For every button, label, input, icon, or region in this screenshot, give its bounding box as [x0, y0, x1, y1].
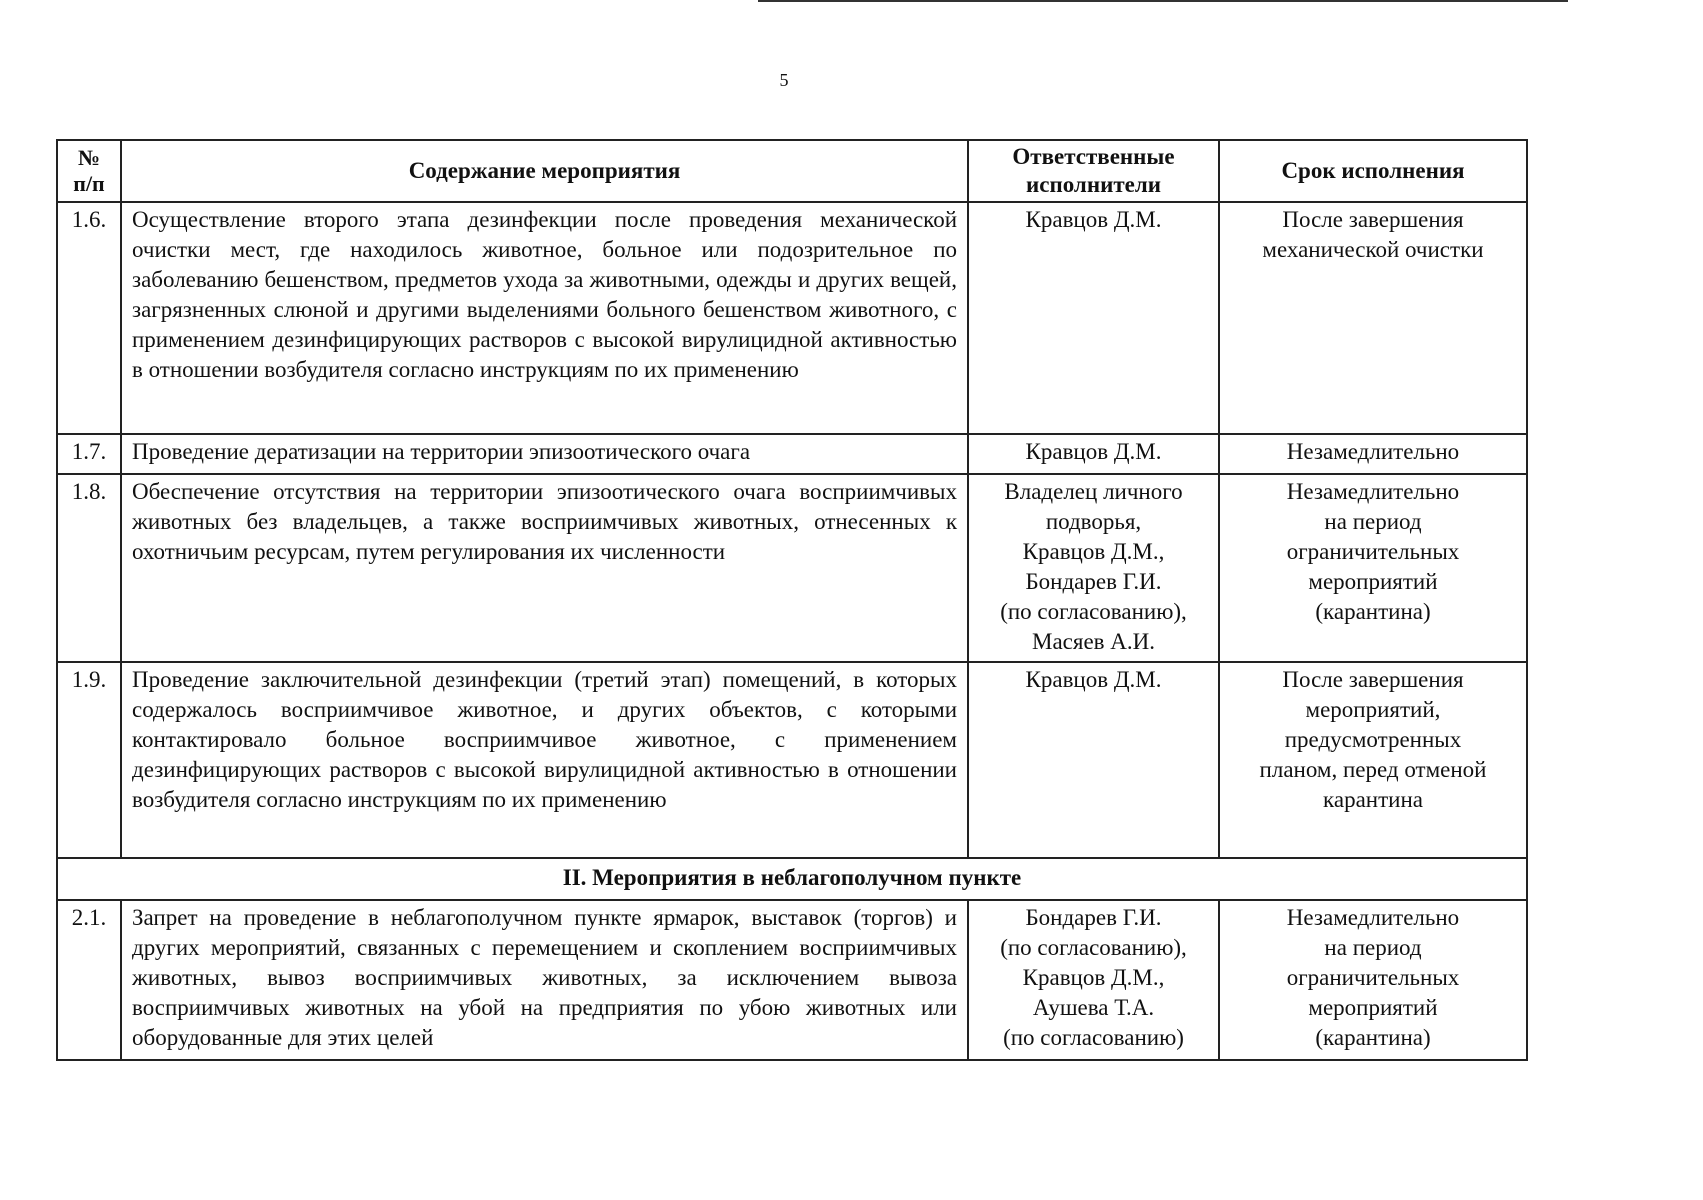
row-term: После завершения механической очистки — [1219, 202, 1527, 434]
row-content: Осуществление второго этапа дезинфекции после проведения механической очистки мест, где находилось животное, больное или подозрительное по заболеванию бешенством, предметов ухода за животными, одежды и других вещей, загрязненных слюной и другими выделениями больного бешенством животного, с применением дезинфицирующих растворов с высокой вирулицидной активностью в отношении возбудителя согласно инструкциям по их применению — [121, 202, 968, 434]
measures-table — [56, 139, 1528, 1061]
table-row — [57, 434, 1527, 474]
row-responsible: Кравцов Д.М. — [968, 202, 1219, 434]
header-num: № п/п — [57, 140, 121, 202]
row-content: Обеспечение отсутствия на территории эпизоотического очага восприимчивых животных без владельцев, а также восприимчивых животных, отнесенных к охотничьим ресурсам, путем регулирования их численности — [121, 474, 968, 662]
row-term: Незамедлительно на период ограничительных мероприятий (карантина) — [1219, 474, 1527, 662]
header-term: Срок исполнения — [1219, 140, 1527, 202]
row-responsible: Кравцов Д.М. — [968, 662, 1219, 858]
row-num: 1.9. — [57, 662, 121, 858]
section-title: II. Мероприятия в неблагополучном пункте — [57, 858, 1527, 900]
row-num: 2.1. — [57, 900, 121, 1060]
row-term: После завершения мероприятий, предусмотренных планом, перед отменой карантина — [1219, 662, 1527, 858]
table-header-row — [57, 140, 1527, 202]
section-row — [57, 858, 1527, 900]
row-term: Незамедлительно — [1219, 434, 1527, 474]
table-row — [57, 474, 1527, 662]
page-number: 5 — [779, 70, 789, 90]
table-row — [57, 662, 1527, 858]
row-num: 1.7. — [57, 434, 121, 474]
row-term: Незамедлительно на период ограничительных мероприятий (карантина) — [1219, 900, 1527, 1060]
row-content: Проведение дератизации на территории эпизоотического очага — [121, 434, 968, 474]
row-content: Запрет на проведение в неблагополучном пункте ярмарок, выставок (торгов) и других мероприятий, связанных с перемещением и скоплением восприимчивых животных, вывоз восприимчивых животных, за исключением вывоза восприимчивых животных на убой на предприятия по убою животных или оборудованные для этих целей — [121, 900, 968, 1060]
table-row — [57, 900, 1527, 1060]
row-content: Проведение заключительной дезинфекции (третий этап) помещений, в которых содержалось восприимчивое животное, и других объектов, с которыми контактировало больное восприимчивое животное, с применением дезинфицирующих растворов с высокой вирулицидной активностью в отношении возбудителя согласно инструкциям по их применению — [121, 662, 968, 858]
row-responsible: Владелец личного подворья, Кравцов Д.М., Бондарев Г.И. (по согласованию), Масяев А.И. — [968, 474, 1219, 662]
header-responsible: Ответственные исполнители — [968, 140, 1219, 202]
row-num: 1.6. — [57, 202, 121, 434]
top-rule — [758, 0, 1568, 2]
header-content: Содержание мероприятия — [121, 140, 968, 202]
table-row — [57, 202, 1527, 434]
row-responsible: Бондарев Г.И. (по согласованию), Кравцов Д.М., Аушева Т.А. (по согласованию) — [968, 900, 1219, 1060]
row-responsible: Кравцов Д.М. — [968, 434, 1219, 474]
row-num: 1.8. — [57, 474, 121, 662]
